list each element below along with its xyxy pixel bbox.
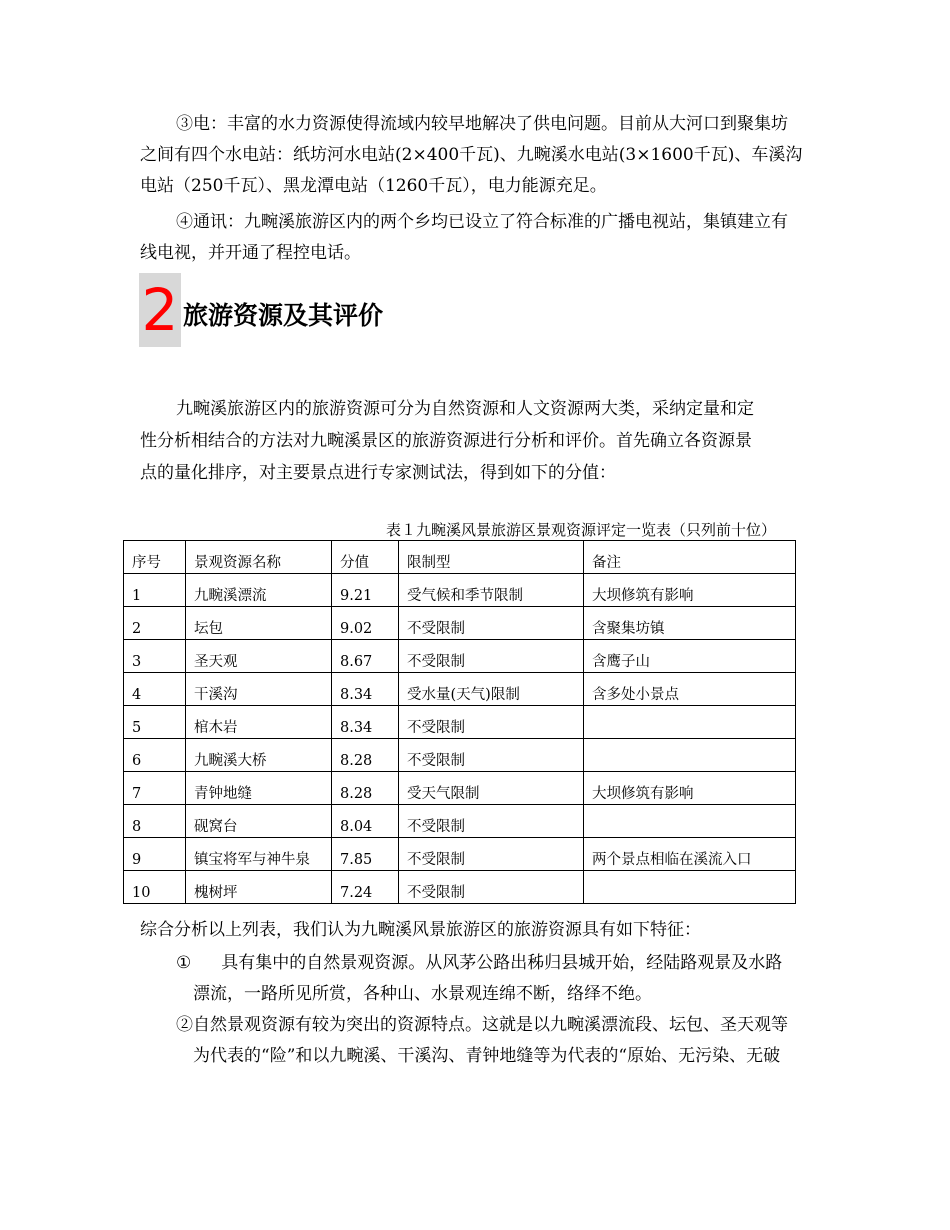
header-cell-number: 序号 — [124, 541, 186, 574]
table-cell-restriction: 不受限制 — [399, 805, 584, 838]
table-cell-score: 8.04 — [332, 805, 399, 838]
header-cell-remark: 备注 — [584, 541, 796, 574]
feature-item-2-line-1: ②自然景观资源有较为突出的资源特点。这就是以九畹溪漂流段、坛包、圣天观等 — [176, 1015, 788, 1035]
table-cell-name: 槐树坪 — [186, 871, 332, 904]
table-row — [124, 805, 796, 838]
table-cell-name: 坛包 — [186, 607, 332, 640]
table-row — [124, 574, 796, 607]
electricity-line-1: ③电：丰富的水力资源使得流域内较早地解决了供电问题。目前从大河口到聚集坊 — [176, 114, 788, 134]
table-cell-name: 圣天观 — [186, 640, 332, 673]
intro-line-3: 点的量化排序，对主要景点进行专家测试法，得到如下的分值： — [140, 463, 616, 483]
table-cell-score: 7.85 — [332, 838, 399, 871]
table-cell-name: 镇宝将军与神牛泉 — [186, 838, 332, 871]
table-row — [124, 607, 796, 640]
table-cell-restriction: 不受限制 — [399, 607, 584, 640]
table-caption: 表１九畹溪风景旅游区景观资源评定一览表（只列前十位） — [386, 521, 777, 539]
table-cell-restriction: 不受限制 — [399, 739, 584, 772]
communication-line-2: 线电视，并开通了程控电话。 — [140, 243, 361, 263]
table-cell-remark — [584, 706, 796, 739]
header-cell-name: 景观资源名称 — [186, 541, 332, 574]
table-cell-restriction: 不受限制 — [399, 706, 584, 739]
section-heading — [139, 273, 383, 347]
table-cell-score: 9.02 — [332, 607, 399, 640]
electricity-paragraph — [140, 109, 840, 202]
table-cell-name: 九畹溪漂流 — [186, 574, 332, 607]
table-cell-restriction: 不受限制 — [399, 640, 584, 673]
header-cell-score: 分值 — [332, 541, 399, 574]
table-cell-number: 6 — [124, 739, 186, 772]
table-cell-name: 干溪沟 — [186, 673, 332, 706]
table-cell-number: 7 — [124, 772, 186, 805]
table-cell-score: 7.24 — [332, 871, 399, 904]
electricity-line-2: 之间有四个水电站：纸坊河水电站(2×400千瓦)、九畹溪水电站(3×1600千瓦)、车溪沟 — [140, 145, 803, 165]
table-cell-remark — [584, 871, 796, 904]
table-cell-restriction: 不受限制 — [399, 838, 584, 871]
table-row — [124, 706, 796, 739]
table-cell-score: 9.21 — [332, 574, 399, 607]
table-row — [124, 673, 796, 706]
table-cell-number: 4 — [124, 673, 186, 706]
table-cell-remark: 含聚集坊镇 — [584, 607, 796, 640]
table-cell-name: 砚窝台 — [186, 805, 332, 838]
communication-line-1: ④通讯：九畹溪旅游区内的两个乡均已设立了符合标准的广播电视站，集镇建立有 — [176, 212, 788, 232]
table-cell-remark: 大坝修筑有影响 — [584, 574, 796, 607]
intro-line-1: 九畹溪旅游区内的旅游资源可分为自然资源和人文资源两大类，采纳定量和定 — [176, 399, 754, 419]
table-cell-number: 2 — [124, 607, 186, 640]
header-cell-restriction: 限制型 — [399, 541, 584, 574]
table-cell-number: 10 — [124, 871, 186, 904]
table-cell-score: 8.28 — [332, 772, 399, 805]
table-cell-score: 8.34 — [332, 673, 399, 706]
table-cell-score: 8.28 — [332, 739, 399, 772]
feature-item-2 — [176, 1010, 841, 1072]
table-cell-name: 棺木岩 — [186, 706, 332, 739]
feature-item-1-marker: ① — [176, 953, 192, 973]
table-cell-number: 1 — [124, 574, 186, 607]
feature-item-1 — [176, 948, 841, 1010]
table-cell-restriction: 受气候和季节限制 — [399, 574, 584, 607]
table-header-row — [124, 541, 796, 574]
table-cell-number: 8 — [124, 805, 186, 838]
section-number: 2 — [139, 273, 181, 347]
table-cell-remark — [584, 805, 796, 838]
electricity-line-3: 电站（250千瓦）、黑龙潭电站（1260千瓦），电力能源充足。 — [140, 176, 607, 196]
table-row — [124, 838, 796, 871]
table-cell-restriction: 受天气限制 — [399, 772, 584, 805]
table-cell-number: 9 — [124, 838, 186, 871]
communication-paragraph — [140, 207, 840, 269]
intro-paragraph — [140, 393, 830, 489]
table-cell-remark: 含鹰子山 — [584, 640, 796, 673]
table-row — [124, 772, 796, 805]
feature-item-2-line-2: 为代表的“险”和以九畹溪、干溪沟、青钟地缝等为代表的“原始、无污染、无破 — [193, 1046, 781, 1066]
table-cell-name: 九畹溪大桥 — [186, 739, 332, 772]
table-cell-remark — [584, 739, 796, 772]
table-cell-restriction: 不受限制 — [399, 871, 584, 904]
table-cell-score: 8.34 — [332, 706, 399, 739]
table-cell-remark: 两个景点相临在溪流入口 — [584, 838, 796, 871]
summary-line: 综合分析以上列表，我们认为九畹溪风景旅游区的旅游资源具有如下特征： — [140, 920, 701, 940]
table-cell-restriction: 受水量(天气)限制 — [399, 673, 584, 706]
summary-paragraph — [140, 915, 840, 946]
table-cell-name: 青钟地缝 — [186, 772, 332, 805]
table-cell-number: 5 — [124, 706, 186, 739]
intro-line-2: 性分析相结合的方法对九畹溪景区的旅游资源进行分析和评价。首先确立各资源景 — [140, 431, 752, 451]
table-row — [124, 739, 796, 772]
table-cell-score: 8.67 — [332, 640, 399, 673]
feature-item-1-line-1: 具有集中的自然景观资源。从风茅公路出秭归县城开始，经陆路观景及水路 — [221, 953, 783, 973]
table-cell-remark: 含多处小景点 — [584, 673, 796, 706]
table-cell-remark: 大坝修筑有影响 — [584, 772, 796, 805]
resource-table — [123, 540, 796, 904]
table-row — [124, 640, 796, 673]
feature-item-1-line-2: 漂流，一路所见所赏，各种山、水景观连绵不断，络绎不绝。 — [193, 984, 652, 1004]
section-title: 旅游资源及其评价 — [183, 301, 384, 330]
table-row — [124, 871, 796, 904]
table-cell-number: 3 — [124, 640, 186, 673]
